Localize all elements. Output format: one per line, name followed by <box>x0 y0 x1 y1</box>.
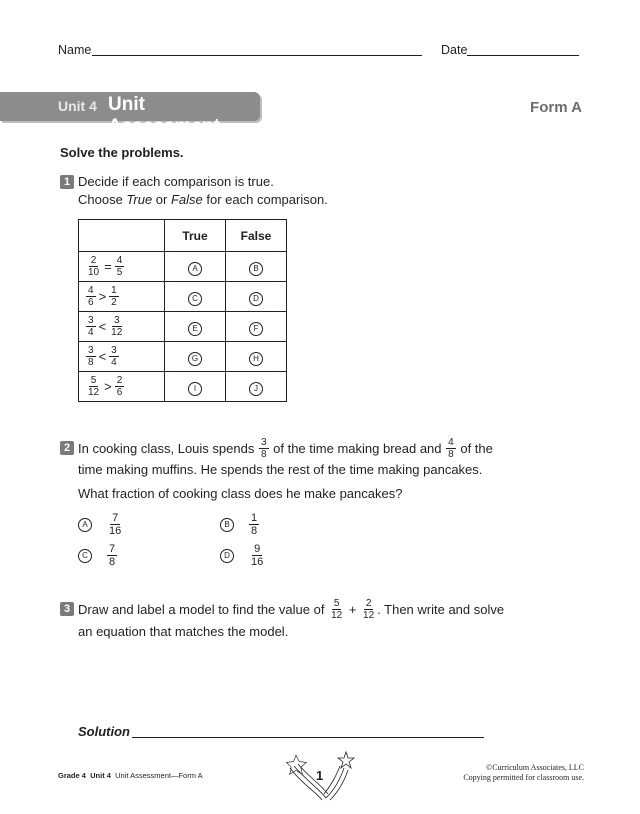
answer-bubble-false[interactable]: J <box>249 382 263 396</box>
fraction: $\frac{2}{6}$ <box>116 375 123 398</box>
answer-option[interactable] <box>220 543 266 568</box>
fraction: $\frac{3}{4}$ <box>111 345 117 368</box>
answer-bubble-true[interactable]: A <box>188 262 202 276</box>
answer-bubble-false[interactable]: B <box>249 262 263 276</box>
answer-bubble-true[interactable]: C <box>188 292 202 306</box>
false-choice-cell <box>226 312 287 342</box>
answer-bubble-false[interactable]: D <box>249 292 263 306</box>
answer-option[interactable] <box>78 512 124 537</box>
fraction: $\frac{5}{12}$ <box>88 375 100 398</box>
false-choice-cell <box>226 282 287 312</box>
answer-bubble[interactable]: B <box>220 518 234 532</box>
answer-bubble-true[interactable]: E <box>188 322 202 336</box>
fraction: $\frac{9}{16}$ <box>251 543 264 568</box>
date-label: Date <box>441 43 468 57</box>
table-header-blank <box>79 220 165 252</box>
fraction: $\frac{2}{10}$ <box>88 255 100 278</box>
answer-bubble-true[interactable]: G <box>188 352 202 366</box>
table-header-true: True <box>165 220 226 252</box>
answer-option[interactable] <box>220 512 260 537</box>
page-number: 1 <box>316 768 324 783</box>
unit-label: Unit 4 <box>58 98 97 114</box>
false-choice-cell <box>226 372 287 402</box>
table-row <box>79 282 287 312</box>
comparison-expression: $\frac{5}{12}$ > $\frac{2}{6}$ <box>79 372 165 402</box>
fraction: $\frac{4}{8}$ <box>448 437 454 460</box>
fraction: $\frac{2}{12}$ <box>363 598 375 621</box>
true-choice-cell <box>165 282 226 312</box>
name-field[interactable] <box>92 55 422 56</box>
fraction: $\frac{4}{5}$ <box>116 255 123 278</box>
q2-line3: What fraction of cooking class does he make pancakes? <box>78 486 403 501</box>
fraction: $\frac{3}{8}$ <box>260 437 267 460</box>
title-banner <box>0 92 260 137</box>
answer-bubble-false[interactable]: H <box>249 352 263 366</box>
name-label: Name <box>58 43 92 57</box>
q3-line2: an equation that matches the model. <box>78 624 289 639</box>
answer-bubble-true[interactable]: I <box>188 382 202 396</box>
table-row <box>79 252 287 282</box>
true-choice-cell <box>165 342 226 372</box>
answer-bubble[interactable]: C <box>78 549 92 563</box>
answer-bubble-false[interactable]: F <box>249 322 263 336</box>
q1-line1: Decide if each comparison is true. <box>78 174 274 189</box>
solution-label: Solution <box>78 724 130 739</box>
q2-line1: In cooking class, Louis spends $\frac{3}{8}$ of the time making bread and $\frac{4}{8}$ of the <box>78 437 493 460</box>
question-3-number: 3 <box>60 602 74 616</box>
answer-bubble[interactable]: A <box>78 518 92 532</box>
false-choice-cell <box>226 342 287 372</box>
comparison-expression: $\frac{3}{4}$ < $\frac{3}{12}$ <box>79 312 165 342</box>
fraction: $\frac{3}{8}$ <box>88 345 94 368</box>
page-title: Unit Assessment <box>108 94 220 137</box>
fraction: $\frac{7}{16}$ <box>109 512 122 537</box>
q3-line1: Draw and label a model to find the value of $\frac{5}{12}$ + $\frac{2}{12}$ . Then write and solve <box>78 598 505 621</box>
comparison-expression: $\frac{3}{8}$ < $\frac{3}{4}$ <box>79 342 165 372</box>
comparison-table <box>78 219 287 402</box>
q2-line2: time making muffins. He spends the rest of the time making pancakes. <box>78 462 483 477</box>
instructions: Solve the problems. <box>60 145 184 160</box>
form-label: Form A <box>530 99 582 116</box>
answer-option[interactable] <box>78 543 118 568</box>
comparison-expression: $\frac{4}{6}$ > $\frac{1}{2}$ <box>79 282 165 312</box>
comparison-expression: $\frac{2}{10}$ = $\frac{4}{5}$ <box>79 252 165 282</box>
answer-bubble[interactable]: D <box>220 549 234 563</box>
table-row <box>79 312 287 342</box>
table-row <box>79 372 287 402</box>
fraction: $\frac{3}{4}$ <box>88 315 94 338</box>
footer-right: ©Curriculum Associates, LLC Copying permitted for classroom use. <box>463 763 584 782</box>
true-choice-cell <box>165 252 226 282</box>
question-1-number: 1 <box>60 175 74 189</box>
table-header-false: False <box>226 220 287 252</box>
solution-field[interactable] <box>132 737 484 738</box>
false-choice-cell <box>226 252 287 282</box>
table-row <box>79 342 287 372</box>
fraction: $\frac{1}{8}$ <box>251 512 258 537</box>
question-2-number: 2 <box>60 441 74 455</box>
fraction: $\frac{5}{12}$ <box>331 598 343 621</box>
q1-line2: Choose True or False for each comparison. <box>78 192 328 207</box>
fraction: $\frac{4}{6}$ <box>88 285 94 308</box>
true-choice-cell <box>165 312 226 342</box>
fraction: $\frac{1}{2}$ <box>111 285 117 308</box>
footer-left: Grade 4 Unit 4 Unit Assessment—Form A <box>58 771 203 780</box>
true-choice-cell <box>165 372 226 402</box>
fraction: $\frac{3}{12}$ <box>111 315 123 338</box>
fraction: $\frac{7}{8}$ <box>109 543 116 568</box>
date-field[interactable] <box>467 55 579 56</box>
